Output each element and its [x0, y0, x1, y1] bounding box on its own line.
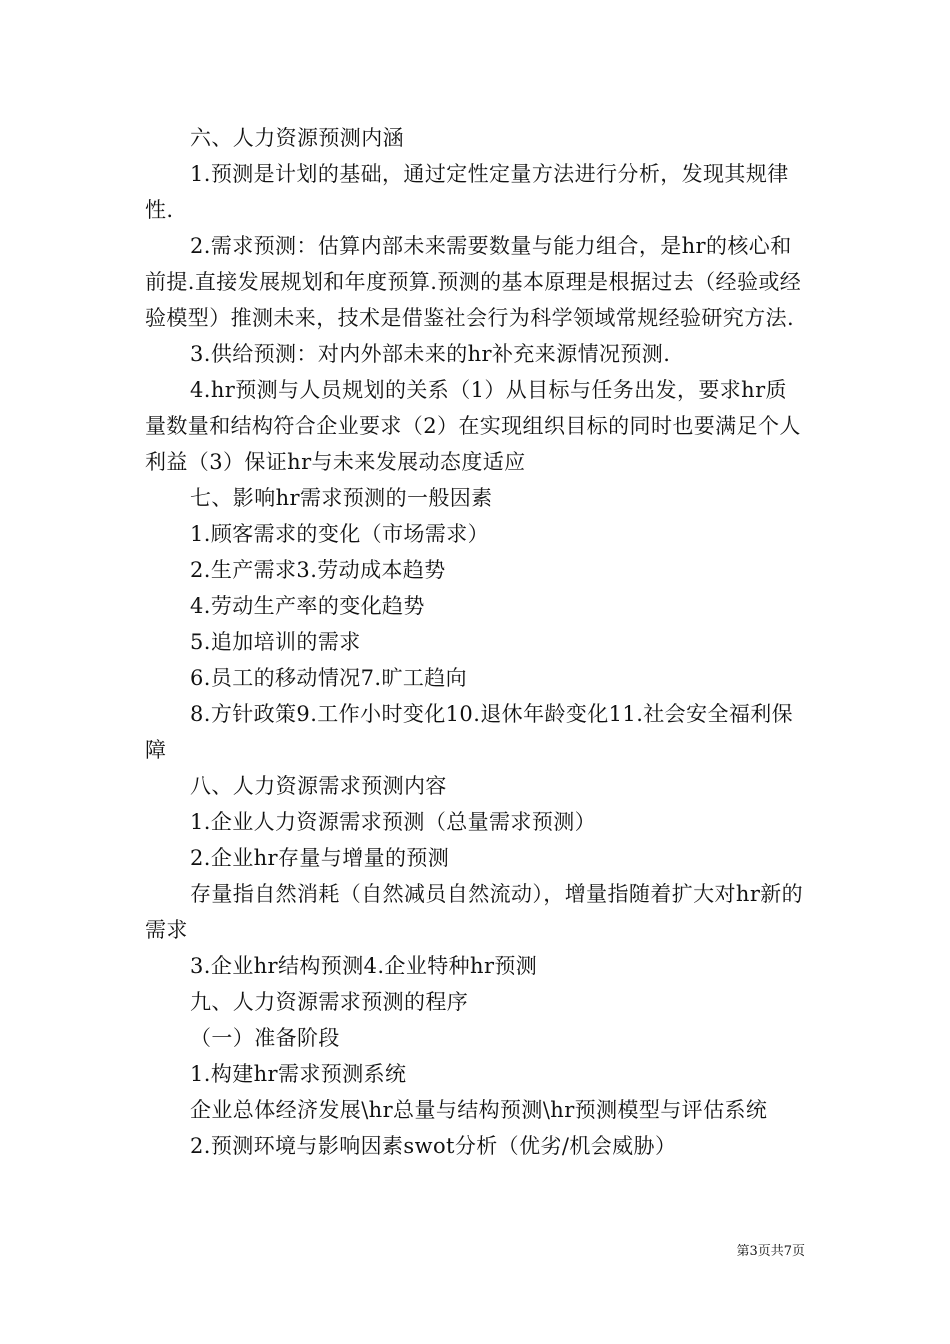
paragraph: 1.顾客需求的变化（市场需求） [190, 522, 490, 546]
paragraph: 企业总体经济发展\hr总量与结构预测\hr预测模型与评估系统 [190, 1098, 768, 1122]
paragraph: 1.预测是计划的基础，通过定性定量方法进行分析，发现其规律性. [145, 162, 789, 222]
paragraph: 六、人力资源预测内涵 [190, 126, 404, 150]
paragraph: 2.预测环境与影响因素swot分析（优劣/机会威胁） [190, 1134, 677, 1158]
paragraph: 八、人力资源需求预测内容 [190, 774, 447, 798]
paragraph: 存量指自然消耗（自然减员自然流动），增量指随着扩大对hr新的需求 [145, 882, 804, 942]
paragraph: （一）准备阶段 [190, 1026, 340, 1050]
paragraph: 8.方针政策9.工作小时变化10.退休年龄变化11.社会安全福利保障 [145, 702, 794, 762]
paragraph: 1.构建hr需求预测系统 [190, 1062, 407, 1086]
paragraph: 九、人力资源需求预测的程序 [190, 990, 469, 1014]
paragraph: 2.企业hr存量与增量的预测 [190, 846, 450, 870]
paragraph: 6.员工的移动情况7.旷工趋向 [190, 666, 468, 690]
paragraph: 2.生产需求3.劳动成本趋势 [190, 558, 446, 582]
page-number-footer: 第3页共7页 [736, 1244, 805, 1259]
paragraph: 5.追加培训的需求 [190, 630, 361, 654]
document-body [145, 120, 808, 1164]
paragraph: 1.企业人力资源需求预测（总量需求预测） [190, 810, 597, 834]
paragraph: 4.hr预测与人员规划的关系（1）从目标与任务出发，要求hr质量数量和结构符合企业要求（2）在实现组织目标的同时也要满足个人利益（3）保证hr与未来发展动态度适应 [145, 378, 801, 474]
paragraph: 2.需求预测：估算内部未来需要数量与能力组合，是hr的核心和前提.直接发展规划和年度预算.预测的基本原理是根据过去（经验或经验模型）推测未来，技术是借鉴社会行为科学领域常规经验研究方法. [145, 234, 802, 330]
paragraph: 3.供给预测：对内外部未来的hr补充来源情况预测. [190, 342, 671, 366]
paragraph: 4.劳动生产率的变化趋势 [190, 594, 425, 618]
paragraph: 3.企业hr结构预测4.企业特种hr预测 [190, 954, 538, 978]
paragraph: 七、影响hr需求预测的一般因素 [190, 486, 493, 510]
